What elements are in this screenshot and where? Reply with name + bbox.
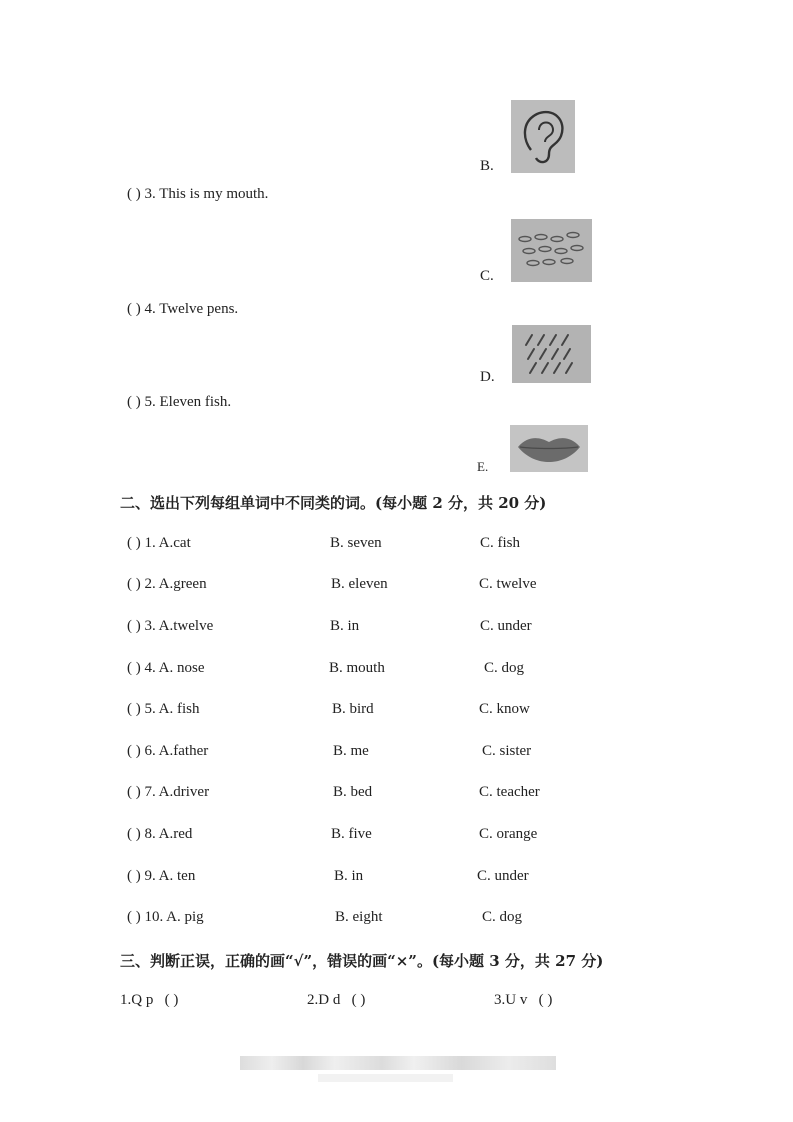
- picture-label-c: C.: [480, 268, 494, 284]
- option-a: 6. A.father: [144, 743, 209, 759]
- answer-paren[interactable]: ( ): [127, 826, 141, 842]
- judge-item-1: [120, 992, 178, 1009]
- question-4: [127, 301, 238, 318]
- list-item: [127, 868, 195, 885]
- option-a: 8. A.red: [144, 826, 193, 842]
- option-b: B. mouth: [329, 660, 385, 676]
- option-a: 9. A. ten: [144, 868, 196, 884]
- option-b: B. eleven: [331, 576, 388, 592]
- option-c: C. fish: [480, 535, 521, 551]
- answer-paren[interactable]: ( ): [127, 576, 141, 592]
- option-c: C. know: [479, 701, 530, 717]
- answer-paren[interactable]: ( ): [351, 992, 366, 1008]
- picture-label-b: B.: [480, 158, 494, 174]
- answer-paren[interactable]: ( ): [127, 743, 141, 759]
- section-2-title: 二、选出下列每组单词中不同类的词。(每小题 2 分，共 20 分): [120, 494, 547, 512]
- list-item: [127, 743, 208, 760]
- item-text: 3.U v: [494, 992, 528, 1008]
- option-a: 5. A. fish: [144, 701, 200, 717]
- option-c: C. twelve: [479, 576, 537, 592]
- option-c: C. teacher: [479, 784, 540, 800]
- option-a: 7. A.driver: [144, 784, 210, 800]
- answer-paren[interactable]: ( ): [127, 535, 141, 551]
- option-c: C. under: [480, 618, 532, 634]
- list-item: [127, 576, 207, 593]
- picture-label-d: D.: [480, 369, 495, 385]
- list-item: [127, 535, 191, 552]
- option-a: 4. A. nose: [144, 660, 205, 676]
- option-c: C. orange: [479, 826, 538, 842]
- option-b: B. eight: [335, 909, 383, 925]
- picture-label-e: E.: [477, 459, 489, 474]
- ear-icon: [511, 100, 575, 173]
- answer-paren[interactable]: ( ): [538, 992, 553, 1008]
- list-item: [127, 701, 200, 718]
- option-b: B. bed: [333, 784, 373, 800]
- list-item: [127, 826, 192, 843]
- answer-paren[interactable]: ( ): [127, 868, 141, 884]
- option-a: 3. A.twelve: [144, 618, 214, 634]
- option-c: C. sister: [482, 743, 532, 759]
- fish-group-icon: [511, 219, 592, 282]
- option-b: B. me: [333, 743, 369, 759]
- judge-item-3: [494, 992, 552, 1009]
- item-text: 2.D d: [307, 992, 341, 1008]
- option-c: C. under: [477, 868, 529, 884]
- mouth-icon: [510, 425, 588, 472]
- answer-paren[interactable]: ( ): [127, 784, 141, 800]
- section-3-title: 三、判断正误，正确的画“√”，错误的画“×”。(每小题 3 分，共 27 分): [120, 952, 604, 970]
- blurred-footer-watermark-line: [318, 1074, 453, 1082]
- option-a: 10. A. pig: [144, 909, 204, 925]
- question-text: 5. Eleven fish.: [144, 394, 232, 410]
- answer-paren[interactable]: ( ): [127, 909, 141, 925]
- option-c: C. dog: [484, 660, 525, 676]
- answer-paren[interactable]: ( ): [127, 186, 141, 202]
- option-c: C. dog: [482, 909, 523, 925]
- option-a: 1. A.cat: [144, 535, 191, 551]
- list-item: [127, 618, 213, 635]
- option-b: B. five: [331, 826, 372, 842]
- option-b: B. bird: [332, 701, 374, 717]
- list-item: [127, 784, 209, 801]
- option-a: 2. A.green: [144, 576, 207, 592]
- question-text: 3. This is my mouth.: [144, 186, 269, 202]
- option-b: B. in: [334, 868, 364, 884]
- answer-paren[interactable]: ( ): [164, 992, 179, 1008]
- option-b: B. in: [330, 618, 360, 634]
- judge-item-2: [307, 992, 365, 1009]
- pens-group-icon: [512, 325, 591, 383]
- question-3: [127, 186, 268, 203]
- blurred-footer-watermark: [240, 1056, 556, 1070]
- answer-paren[interactable]: ( ): [127, 618, 141, 634]
- list-item: [127, 909, 204, 926]
- answer-paren[interactable]: ( ): [127, 301, 141, 317]
- question-text: 4. Twelve pens.: [144, 301, 239, 317]
- item-text: 1.Q p: [120, 992, 154, 1008]
- option-b: B. seven: [330, 535, 382, 551]
- answer-paren[interactable]: ( ): [127, 660, 141, 676]
- question-5: [127, 394, 231, 411]
- list-item: [127, 660, 205, 677]
- answer-paren[interactable]: ( ): [127, 701, 141, 717]
- answer-paren[interactable]: ( ): [127, 394, 141, 410]
